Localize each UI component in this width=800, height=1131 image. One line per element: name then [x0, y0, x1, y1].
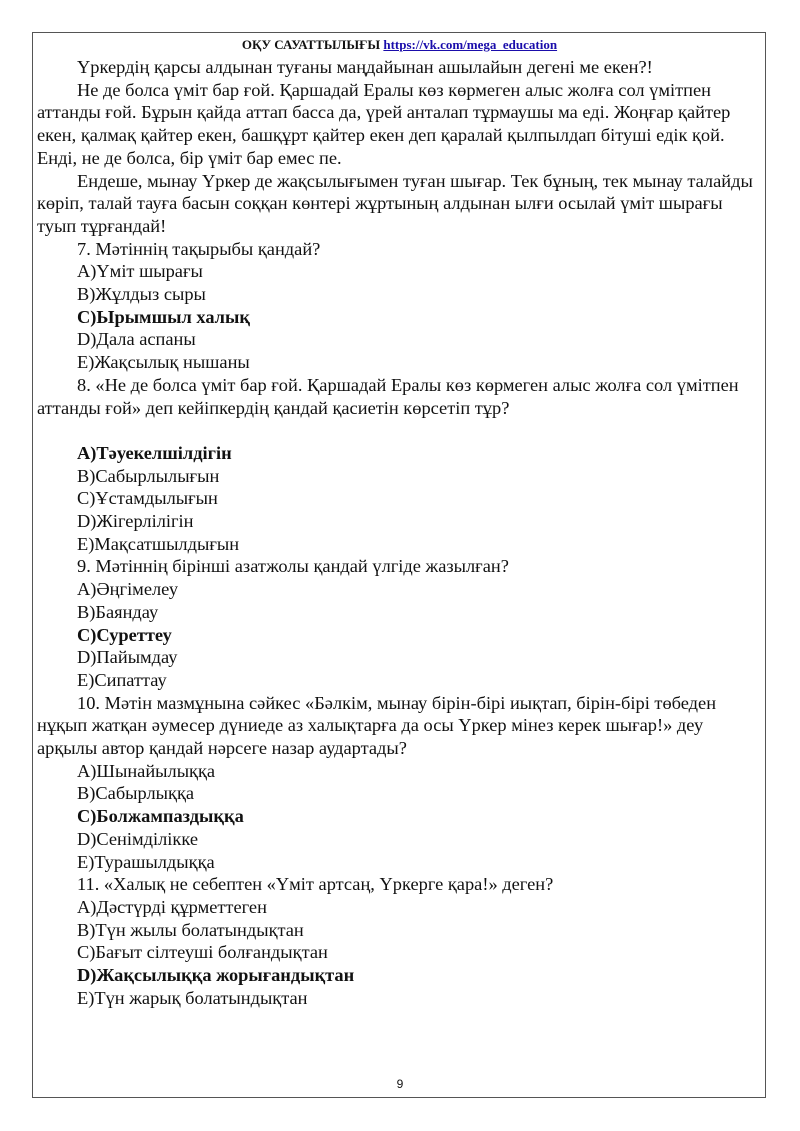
text-paragraph-2: Не де болса үміт бар ғой. Қаршадай Ералы көз көрмеген алыс жолға сол үмітпен аттанды ғой. Бұрын қайда аттап басса да, үрей анталап тұрмаушы ма еді. Жоңғар қайтер екен, қалмақ қайтер екен, башқұрт қайтер екен деп қаралай қылпылдап бітуші едік қой. Енді, не де болса, бір үміт бар емес пе. — [37, 79, 731, 168]
correct-answer-option: C)Суреттеу — [77, 624, 172, 645]
question-9 — [37, 555, 762, 691]
answer-option: B)Сабырлылығын — [77, 465, 220, 486]
text-paragraph-1: Үркердің қарсы алдынан туғаны маңдайынан ашылайын дегені ме екен?! — [77, 57, 653, 77]
answer-option: D)Жігерлілігін — [77, 511, 194, 532]
page-header — [37, 36, 762, 54]
answer-option: E)Жақсылық нышаны — [77, 352, 250, 373]
answer-option: D)Сенімділікке — [77, 828, 198, 849]
header-title: ОҚУ САУАТТЫЛЫҒЫ — [241, 37, 381, 52]
question-text: 9. Мәтіннің бірінші азатжолы қандай үлгіде жазылған? — [77, 556, 509, 577]
correct-answer-option: C)Ырымшыл халық — [77, 306, 250, 327]
answer-option: C)Ұстамдылығын — [77, 488, 218, 509]
header-link[interactable]: https://vk.com/mega_education — [383, 37, 558, 52]
correct-answer-option: A)Тәуекелшілдігін — [77, 442, 232, 463]
question-text: 11. «Халық не себептен «Үміт артсаң, Үркерге қара!» деген? — [77, 874, 554, 895]
question-7 — [37, 238, 762, 374]
answer-option: E)Түн жарық болатындықтан — [77, 987, 308, 1008]
answer-option: B)Баяндау — [77, 601, 159, 622]
question-8 — [37, 374, 762, 556]
answer-option: C)Бағыт сілтеуші болғандықтан — [77, 942, 328, 963]
answer-option: B)Түн жылы болатындықтан — [77, 919, 304, 940]
answer-option: A)Үміт шырағы — [77, 261, 203, 282]
answer-option: E)Турашылдыққа — [77, 851, 215, 872]
answer-option: E)Сипаттау — [77, 669, 167, 690]
answer-option: B)Жұлдыз сыры — [77, 284, 206, 305]
text-paragraph-3: Ендеше, мынау Үркер де жақсылығымен туған шығар. Тек бұның, тек мынау талайды көріп, талай тауға басын соққан көнтері жұртының алдынан ылғи осылай үміт шырағы туып тұрғандай! — [37, 170, 753, 236]
question-10 — [37, 692, 762, 874]
document-body — [37, 36, 762, 1010]
page-number: 9 — [396, 1077, 404, 1091]
answer-option: B)Сабырлыққа — [77, 783, 195, 804]
answer-option: E)Мақсатшылдығын — [77, 533, 240, 554]
answer-option: A)Дәстүрді құрметтеген — [77, 897, 267, 917]
question-text: 7. Мәтіннің тақырыбы қандай? — [77, 238, 321, 259]
answer-option: D)Дала аспаны — [77, 329, 196, 350]
answer-option: D)Пайымдау — [77, 647, 178, 668]
blank-line — [37, 419, 762, 442]
question-11 — [37, 873, 762, 1009]
correct-answer-option: D)Жақсылыққа жорығандықтан — [77, 965, 355, 986]
answer-option: A)Әңгімелеу — [77, 579, 179, 600]
question-text: 8. «Не де болса үміт бар ғой. Қаршадай Ералы көз көрмеген алыс жолға сол үмітпен аттанды ғой» деп кейіпкердің қандай қасиетін көрсетіп тұр? — [37, 374, 739, 418]
correct-answer-option: C)Болжампаздыққа — [77, 806, 244, 827]
answer-option: A)Шынайылыққа — [77, 760, 216, 781]
question-text: 10. Мәтін мазмұнына сәйкес «Бәлкім, мынау бірін-бірі иықтап, бірін-бірі төбеден нұқып жатқан әумесер дүниеде аз халықтарға да осы Үркер мінез керек шығар!» деу арқылы автор қандай нәрсеге назар аудартады? — [37, 692, 717, 759]
